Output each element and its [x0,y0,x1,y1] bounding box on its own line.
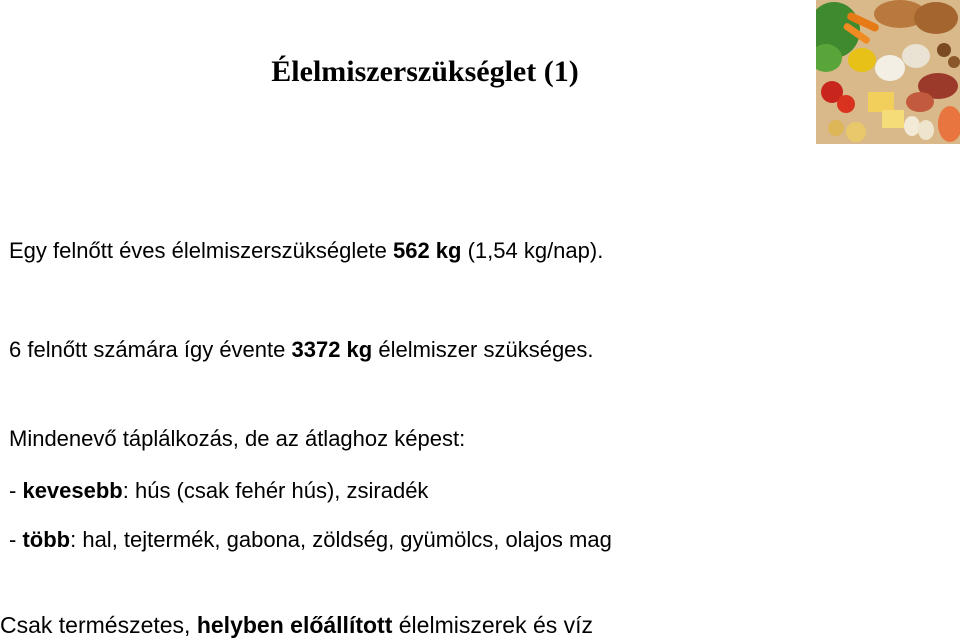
natural-food-line: Csak természetes, helyben előállított élelmiszerek és víz [0,612,594,638]
food-assortment-photo [816,0,960,144]
slide-title: Élelmiszerszükséglet (1) [271,55,579,88]
six-adults-requirement-line: 6 felnőtt számára így évente 3372 kg élelmiszer szükséges. [9,337,594,362]
less-items-line: - kevesebb: hús (csak fehér hús), zsiradék [9,478,429,503]
annual-requirement-line: Egy felnőtt éves élelmiszerszükséglete 562 kg (1,54 kg/nap). [9,238,604,263]
more-items-line: - több: hal, tejtermék, gabona, zöldség, gyümölcs, olajos mag [9,527,612,552]
diet-intro-line: Mindenevő táplálkozás, de az átlaghoz képest: [9,426,466,451]
